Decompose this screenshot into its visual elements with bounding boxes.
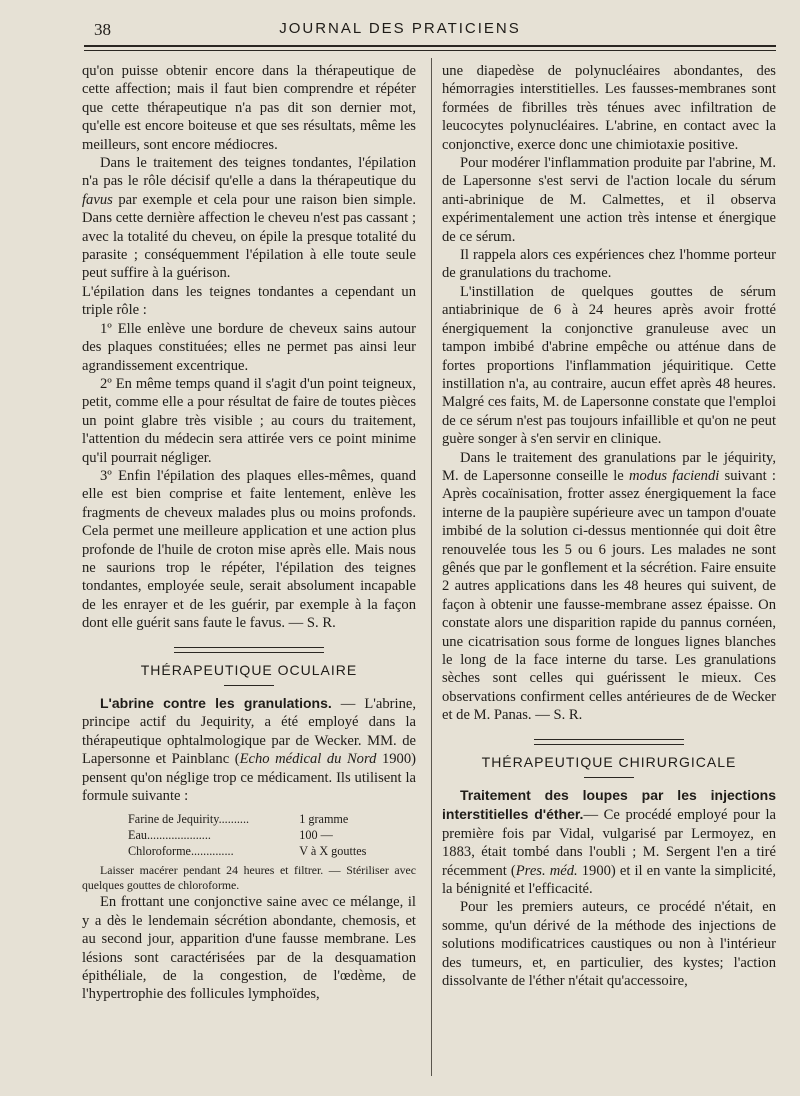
list-item: 3º Enfin l'épilation des plaques elles-mêmes, quand elle est bien comprise et faite lentement, enlève les fragments de cheveux malades plus ou moins profonds. Cela permet une meilleure application et une action plus profonde de l'huile de croton mise après elle. Mais nous ne saurions trop le répéter, l'épilation des teignes tondantes, employée seule, serait absolument incapable de les enrayer et de les guérir, par exemple à la façon dont elle guérit sans faute le favus. — S. R.	[82, 467, 416, 632]
article-paragraph: L'abrine contre les granulations. — L'abrine, principe actif du Jequirity, a été employé dans la thérapeutique ophtalmologique par de Wecker. MM. de Lapersonne et Painblanc (Echo médical du Nord 1900) pensent qu'on néglige trop ce médicament. Ils utilisent la formule suivante :	[82, 695, 416, 805]
paragraph: Dans le traitement des granulations par le jéquirity, M. de Lapersonne conseille le modus faciendi suivant : Après cocaïnisation, frotter assez énergiquement la face interne de la paupière supérieure avec un tampon d'ouate imbibé de la solution ci-dessus mentionnée qui doit être renouvelée tous les 5 ou 6 jours. Les malades ne sont gênés que par le gonflement et la sécrétion. Faire ensuite 2 autres applications dans les 48 heures qui suivent, de façon à obtenir une fausse-membrane assez épaisse. On constate alors une disparition rapide du pannus cornéen, une cicatrisation sous forme de longues lignes blanches le long de la face interne du tarse. Les granulations sèches sont celles qui guérissent le mieux. Ces observations confirment celles antérieures de de Wecker et de M. Panas. — S. R.	[442, 449, 776, 724]
formula-row: Chloroforme.............. V à X gouttes	[128, 844, 367, 859]
emphasis: modus faciendi	[628, 467, 720, 484]
formula	[128, 811, 416, 859]
header-rule	[84, 45, 776, 47]
paragraph: L'épilation dans les teignes tondantes a cependant un triple rôle :	[82, 283, 416, 319]
paragraph: Pour les premiers auteurs, ce procédé n'était, en somme, qu'un dérivé de la méthode des injections de solutions modificatrices caustiques ou non à l'intérieur des tumeurs, et, en particulier, des kystes; l'action dissolvante de l'éther n'était qu'accessoire,	[442, 899, 776, 990]
section-ornament-short	[224, 685, 274, 686]
emphasis: Echo médical du Nord	[239, 751, 377, 768]
paragraph: Dans le traitement des teignes tondantes, l'épilation n'a pas le rôle décisif qu'elle a dans la thérapeutique du favus par exemple et cela pour une raison bien simple. Dans cette dernière affection le cheveu n'est pas cassant ; avec la totalité du cheveu, on épile la presque totalité du parasite ; conséquemment l'épilation à elle toute seule peut suffire à la guérison.	[82, 155, 416, 282]
section-ornament	[174, 647, 324, 653]
section-ornament	[534, 739, 684, 745]
left-column	[82, 62, 416, 1004]
paragraph: une diapedèse de polynucléaires abondantes, des hémorragies interstitielles. Les fausses-membranes sont formées de fibrilles très ténues avec infiltration de leucocytes polynucléaires. L'abrine, en contact avec la conjonctive, exerce donc une chimiotaxie positive.	[442, 63, 776, 153]
header-rule-thin	[84, 50, 776, 51]
formula-row: Farine de Jequirity.......... 1 gramme	[128, 812, 349, 827]
section-title: THÉRAPEUTIQUE OCULAIRE	[140, 661, 358, 678]
article-title: Traitement des loupes par les injections interstitielles d'éther.	[442, 787, 776, 823]
paragraph: L'instillation de quelques gouttes de sérum antiabrinique de 6 à 24 heures après avoir frotté énergiquement la conjonctive granuleuse avec un tampon imbibé d'abrine empêche ou atténue dans de fortes proportions l'inflammation jéquiritique. Cette instillation n'a, au contraire, aucun effet après 48 heures. Malgré ces faits, M. de Lapersonne constate que l'emploi de ce sérum n'est pas toujours infaillible et qu'on ne peut guère songer à s'en servir en clinique.	[442, 283, 776, 448]
paragraph: En frottant une conjonctive saine avec ce mélange, il y a dès le lendemain sécrétion abondante, chemosis, et au second jour, apparition d'une fausse membrane. Les lésions sont caractérisées par de la desquamation épithéliale, de la congestion, de l'œdème, de l'hypertrophie des follicules lymphoïdes,	[82, 894, 416, 1003]
section-ornament-short	[584, 777, 634, 778]
paragraph: qu'on puisse obtenir encore dans la thérapeutique de cette affection; mais il faut bien comprendre et répéter que cette thérapeutique n'a pas dit son dernier mot, qu'elle est encore boiteuse et que ses résultats, même les meilleurs, sont encore médiocres.	[82, 63, 416, 153]
section-title: THÉRAPEUTIQUE CHIRURGICALE	[481, 753, 737, 770]
list-item: 2º En même temps quand il s'agit d'un point teigneux, petit, comme elle a pour résultat de faire de toutes pièces un point glabre très visible ; au cours du traitement, l'attention du médecin sera attirée vers ce point minime qu'il pourrait négliger.	[82, 375, 416, 466]
paragraph: Pour modérer l'inflammation produite par l'abrine, M. de Lapersonne s'est servi de l'action locale du sérum anti-abrinique de M. Calmettes, et il observa expérimentalement une action très intense et énergique de ce sérum.	[442, 155, 776, 245]
formula-row: Eau..................... 100 —	[128, 828, 333, 843]
column-divider	[431, 58, 432, 1076]
formula-note: Laisser macérer pendant 24 heures et filtrer. — Stériliser avec quelques gouttes de chloroforme.	[82, 863, 416, 893]
list-item: 1º Elle enlève une bordure de cheveux sains autour des plaques constituées; elles ne permet pas ainsi leur agrandissement excentrique.	[82, 320, 416, 374]
emphasis: Pres. méd.	[515, 862, 578, 879]
article-title: L'abrine contre les granulations.	[100, 695, 332, 711]
right-column	[442, 62, 776, 991]
page-number: 38	[94, 20, 111, 39]
emphasis: favus	[82, 191, 113, 208]
paragraph: Il rappela alors ces expériences chez l'homme porteur de granulations du trachome.	[442, 247, 776, 282]
running-head: JOURNAL DES PRATICIENS	[279, 20, 521, 37]
article-paragraph: Traitement des loupes par les injections interstitielles d'éther.— Ce procédé employé pour la première fois par Vidal, vulgarisé par Lermoyez, en 1883, était tombé dans l'oubli ; M. Sergent l'en a tiré récemment (Pres. méd. 1900) et il en vante la simplicité, la bénignité et l'efficacité.	[442, 787, 777, 898]
